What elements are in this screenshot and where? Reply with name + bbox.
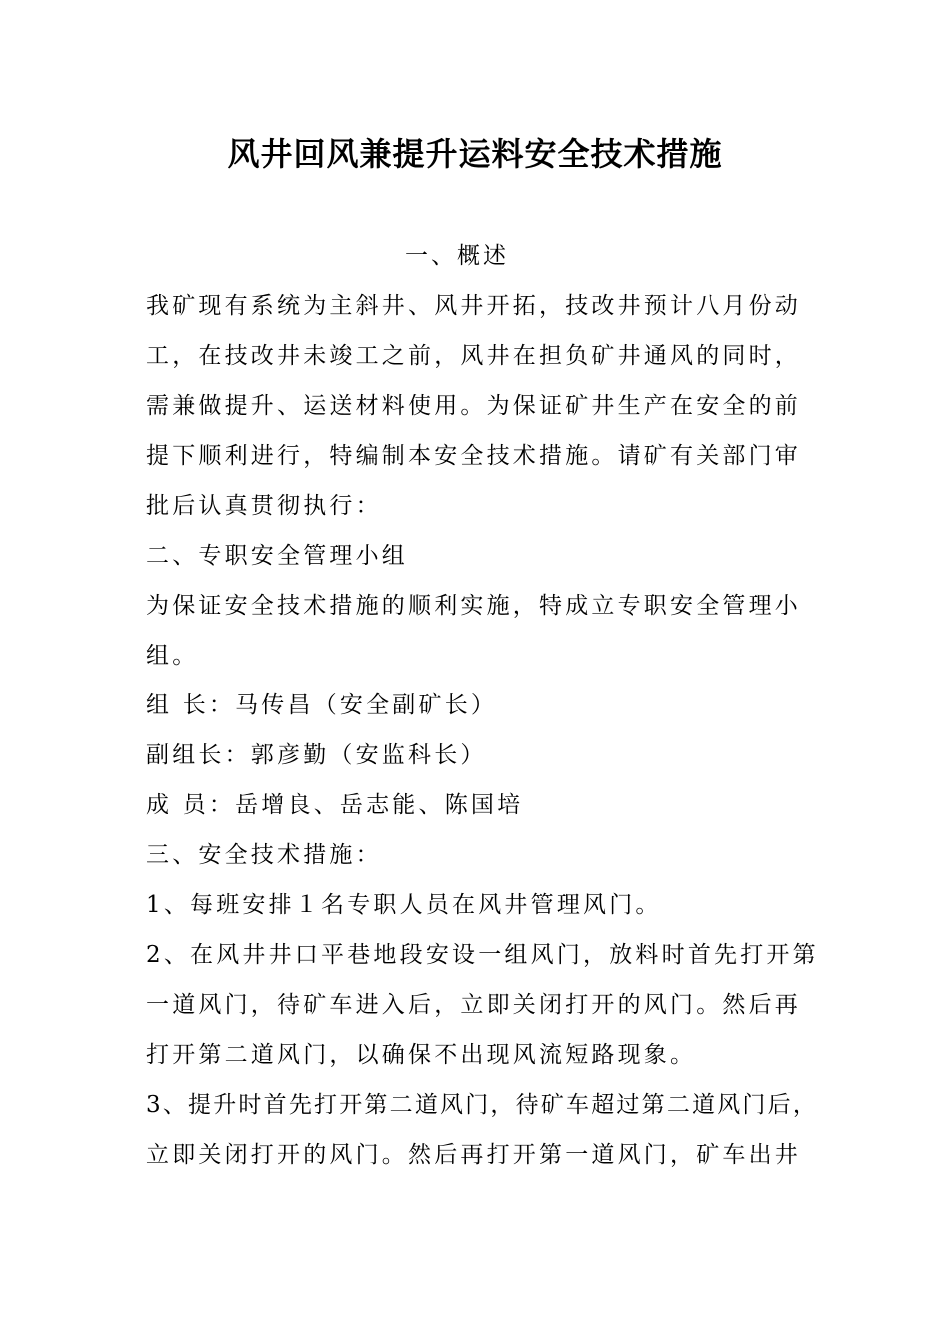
- group-leader-line: 组 长：马传昌（安全副矿长）: [146, 692, 498, 718]
- measure-item-line: 3、提升时首先打开第二道风门，待矿车超过第二道风门后，: [146, 1092, 819, 1118]
- deputy-leader-line: 副组长：郭彦勤（安监科长）: [146, 742, 487, 768]
- paragraph-line: 为保证安全技术措施的顺利实施，特成立专职安全管理小: [146, 593, 801, 619]
- section-heading-group: 二、专职安全管理小组: [146, 543, 408, 569]
- paragraph-line: 工，在技改井未竣工之前，风井在担负矿井通风的同时，: [146, 343, 801, 369]
- paragraph-line: 需兼做提升、运送材料使用。为保证矿井生产在安全的前: [146, 393, 801, 419]
- paragraph-line: 打开第二道风门，以确保不出现风流短路现象。: [146, 1042, 697, 1068]
- paragraph-line: 我矿现有系统为主斜井、风井开拓，技改井预计八月份动: [146, 293, 801, 319]
- paragraph-line: 一道风门，待矿车进入后，立即关闭打开的风门。然后再: [146, 992, 801, 1018]
- measure-item-line: 2、在风井井口平巷地段安设一组风门，放料时首先打开第: [146, 942, 819, 968]
- paragraph-line: 组。: [146, 643, 199, 669]
- paragraph-line: 立即关闭打开的风门。然后再打开第一道风门，矿车出井: [146, 1142, 801, 1168]
- paragraph-line: 批后认真贯彻执行：: [146, 493, 382, 519]
- section-heading-overview: 一、概述: [405, 243, 509, 269]
- paragraph-line: 提下顺利进行，特编制本安全技术措施。请矿有关部门审: [146, 443, 801, 469]
- members-line: 成 员：岳增良、岳志能、陈国培: [146, 792, 524, 818]
- document-title: 风井回风兼提升运料安全技术措施: [227, 135, 723, 173]
- measure-item-line: 1、每班安排１名专职人员在风井管理风门。: [146, 892, 662, 918]
- section-heading-measures: 三、安全技术措施：: [146, 842, 382, 868]
